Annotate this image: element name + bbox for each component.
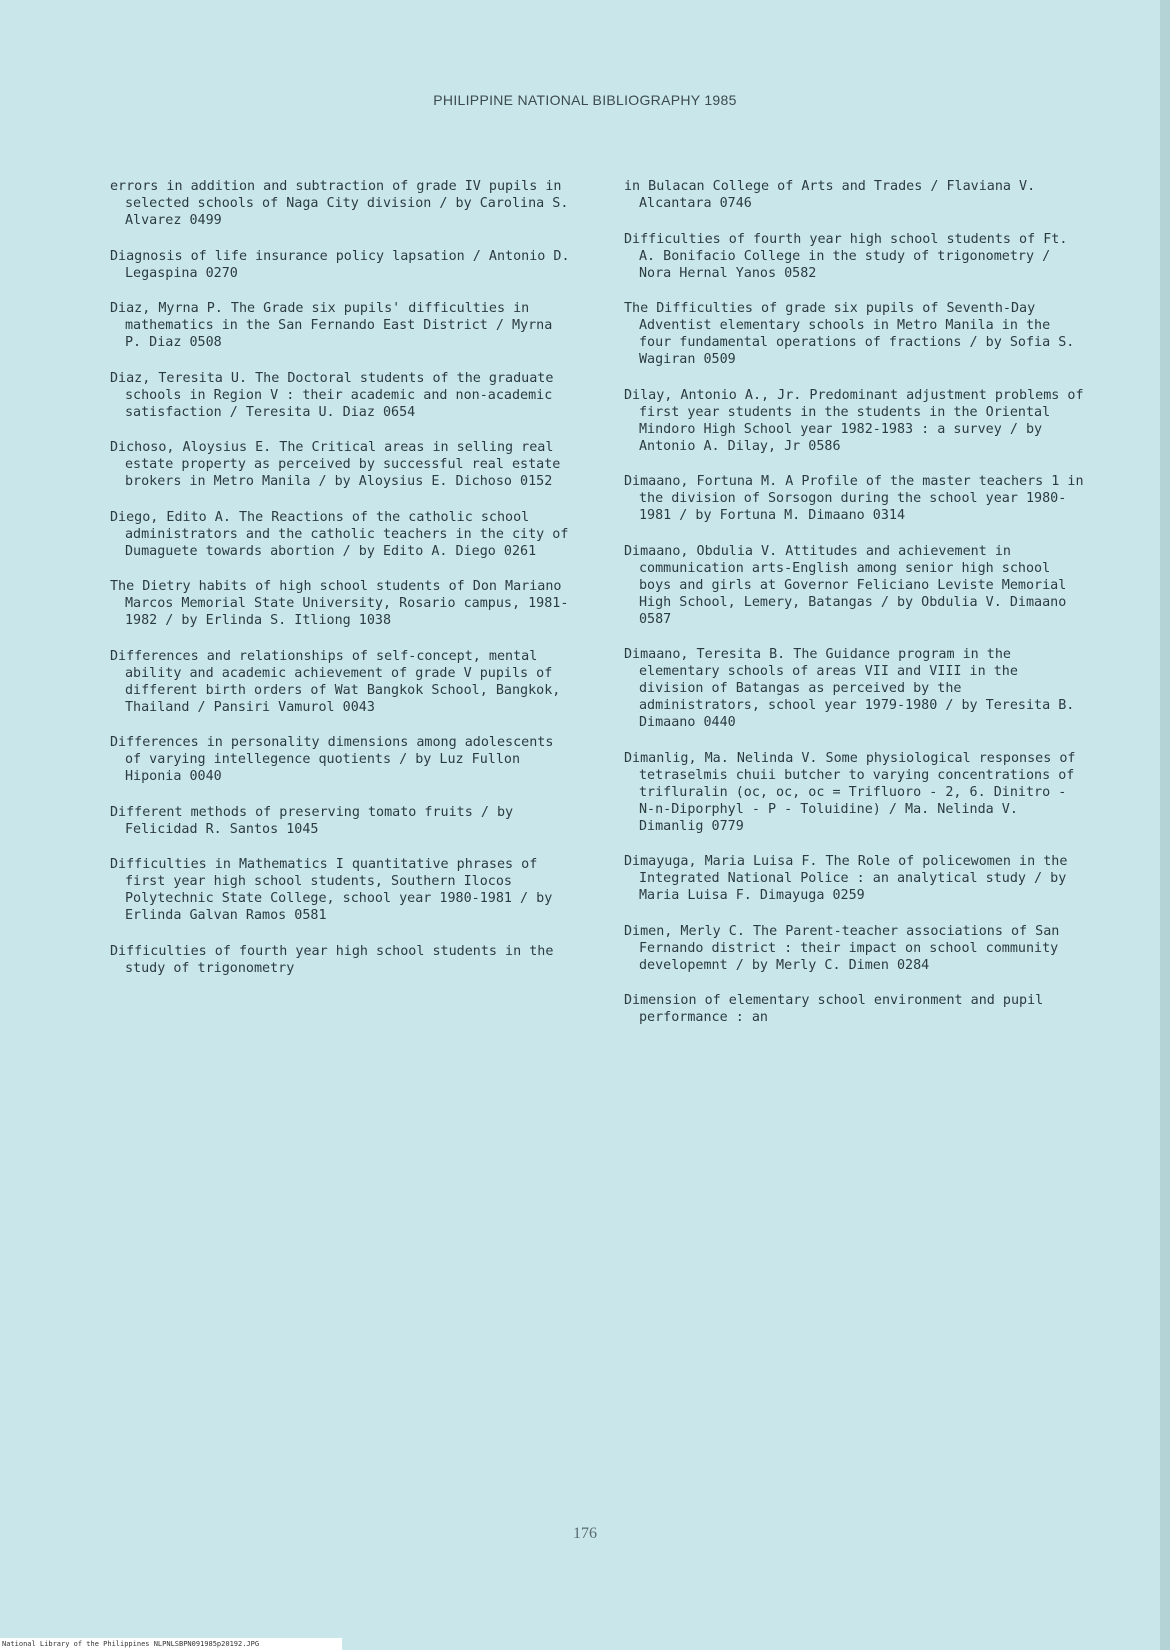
page-edge: [1160, 0, 1170, 1650]
bibliography-entry: Dimaano, Fortuna M. A Profile of the master teachers 1 in the division of Sorsogon during the school year 1980-1981 / by Fortuna M. Dimaano 0314: [624, 474, 1084, 523]
bibliography-entry: Different methods of preserving tomato fruits / by Felicidad R. Santos 1045: [110, 804, 514, 837]
scan-footer: National Library of the Philippines NLPNLSBPN091985p20192.JPG: [0, 1638, 342, 1650]
bibliography-entry: Dimaano, Obdulia V. Attitudes and achievement in communication arts-English among senior high school boys and girls at Governor Feliciano Leviste Memorial High School, Lemery, Batangas / by Obdulia V. Dimaano 0587: [624, 543, 1067, 627]
bibliography-entry: in Bulacan College of Arts and Trades / Flaviana V. Alcantara 0746: [624, 179, 1036, 211]
bibliography-entry: Differences in personality dimensions among adolescents of varying intellegence quotients / by Luz Fullon Hiponia 0040: [110, 735, 554, 784]
page-number: 176: [573, 1525, 597, 1542]
bibliography-entry: Difficulties of fourth year high school students in the study of trigonometry: [110, 943, 554, 976]
bibliography-entry: The Difficulties of grade six pupils of Seventh-Day Adventist elementary schools in Metro Manila in the four fundamental operations of fractions / by Sofia S. Wagiran 0509: [624, 301, 1075, 367]
right-column: [624, 178, 1084, 1045]
bibliography-entry: errors in addition and subtraction of grade IV pupils in selected schools of Naga City division / by Carolina S. Alvarez 0499: [110, 179, 569, 228]
page-header: PHILIPPINE NATIONAL BIBLIOGRAPHY 1985: [433, 92, 737, 108]
bibliography-entry: Differences and relationships of self-concept, mental ability and academic achievement of grade V pupils of different birth orders of Wat Bangkok School, Bangkok, Thailand / Pansiri Vamurol 0043: [110, 648, 561, 715]
bibliography-entry: Dimen, Merly C. The Parent-teacher associations of San Fernando district : their impact on school community developemnt / by Merly C. Dimen 0284: [624, 923, 1060, 973]
bibliography-entry: Diaz, Teresita U. The Doctoral students of the graduate schools in Region V : their academic and non-academic satisfaction / Teresita U. Diaz 0654: [110, 370, 554, 420]
bibliography-entry: Dimaano, Teresita B. The Guidance program in the elementary schools of areas VII and VIII in the division of Batangas as perceived by the administrators, school year 1979-1980 / by Teresita B. Dimaano 0440: [624, 647, 1075, 730]
bibliography-entry: Diagnosis of life insurance policy lapsation / Antonio D. Legaspina 0270: [110, 248, 570, 281]
left-column: [110, 178, 570, 995]
bibliography-entry: Dimayuga, Maria Luisa F. The Role of policewomen in the Integrated National Police : an analytical study / by Maria Luisa F. Dimayuga 0259: [624, 854, 1068, 903]
bibliography-entry: Dilay, Antonio A., Jr. Predominant adjustment problems of first year students in the students in the Oriental Mindoro High School year 1982-1983 : a survey / by Antonio A. Dilay, Jr 0586: [624, 387, 1084, 454]
bibliography-entry: Difficulties in Mathematics I quantitative phrases of first year high school students, Southern Ilocos Polytechnic State College, school year 1980-1981 / by Erlinda Galvan Ramos 0581: [110, 857, 553, 923]
bibliography-entry: Diaz, Myrna P. The Grade six pupils' difficulties in mathematics in the San Fernando East District / Myrna P. Diaz 0508: [110, 301, 553, 350]
bibliography-entry: Diego, Edito A. The Reactions of the catholic school administrators and the catholic teachers in the city of Dumaguete towards abortion / by Edito A. Diego 0261: [110, 509, 569, 559]
bibliography-entry: Dimanlig, Ma. Nelinda V. Some physiological responses of tetraselmis chuii butcher to varying concentrations of trifluralin (oc, oc, oc = Trifluoro - 2, 6. Dinitro - N-n-Diporphyl - P - Toluidine) / Ma. Nelinda V. Dimanlig 0779: [624, 750, 1076, 834]
bibliography-entry: Difficulties of fourth year high school students of Ft. A. Bonifacio College in the study of trigonometry / Nora Hernal Yanos 0582: [624, 231, 1068, 281]
bibliography-entry: Dimension of elementary school environment and pupil performance : an: [624, 993, 1044, 1025]
bibliography-entry: The Dietry habits of high school students of Don Mariano Marcos Memorial State University, Rosario campus, 1981-1982 / by Erlinda S. Itliong 1038: [110, 579, 569, 628]
bibliography-entry: Dichoso, Aloysius E. The Critical areas in selling real estate property as perceived by successful real estate brokers in Metro Manila / by Aloysius E. Dichoso 0152: [110, 440, 561, 489]
